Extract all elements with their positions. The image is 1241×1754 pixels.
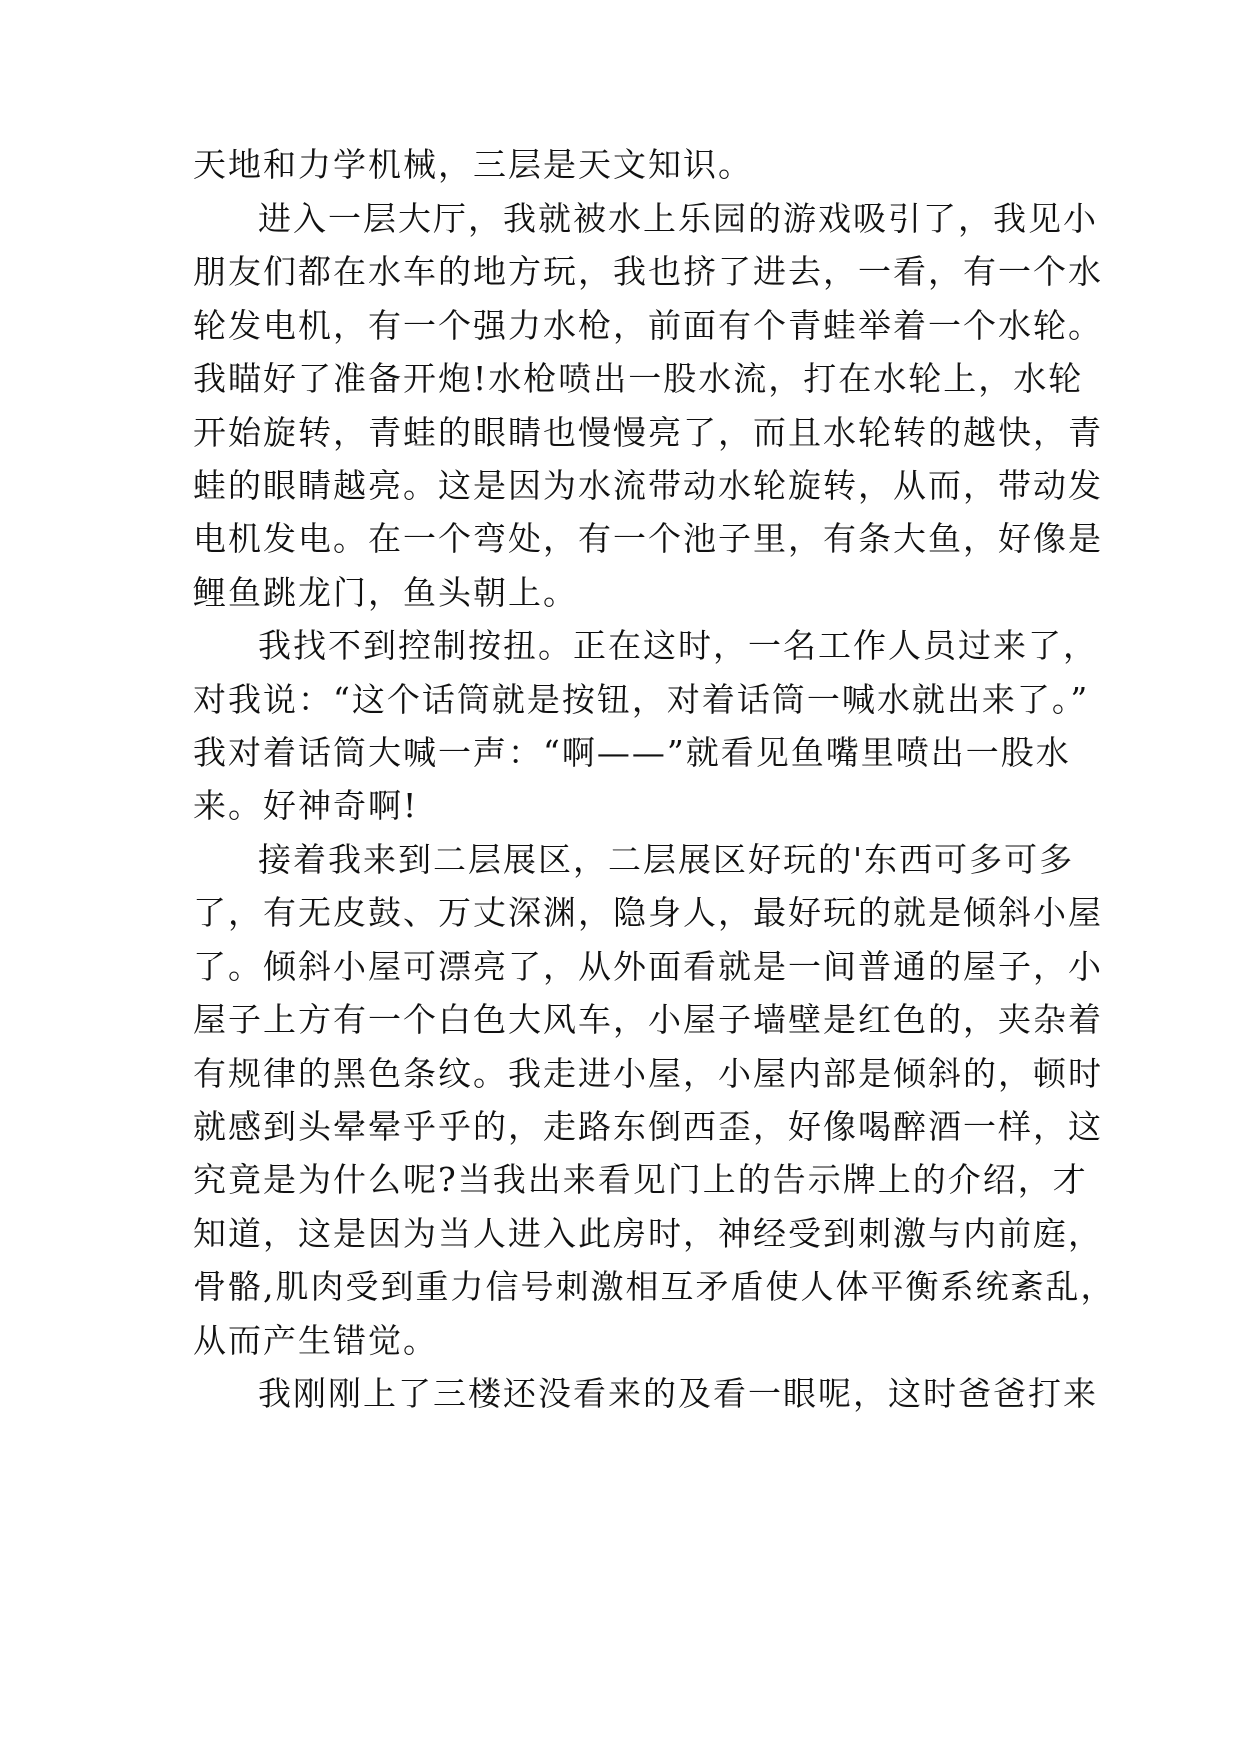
text-line: 对我说：“这个话筒就是按钮，对着话筒一喊水就出来了。”: [193, 680, 1090, 719]
text-line: 屋子上方有一个白色大风车，小屋子墙壁是红色的，夹杂着: [193, 1000, 1103, 1039]
text-line: 轮发电机，有一个强力水枪，前面有个青蛙举着一个水轮。: [193, 306, 1103, 345]
text-line: 朋友们都在水车的地方玩，我也挤了进去，一看，有一个水: [193, 252, 1103, 291]
text-line: 从而产生错觉。: [193, 1321, 438, 1360]
text-line: 开始旋转，青蛙的眼睛也慢慢亮了，而且水轮转的越快，青: [193, 413, 1103, 452]
text-line: 来。好神奇啊!: [193, 786, 419, 825]
text-line: 进入一层大厅，我就被水上乐园的游戏吸引了，我见小: [258, 199, 1098, 238]
text-line: 电机发电。在一个弯处，有一个池子里，有条大鱼，好像是: [193, 519, 1103, 558]
text-line: 接着我来到二层展区，二层展区好玩的'东西可多可多: [258, 840, 1075, 879]
text-line: 我瞄好了准备开炮!水枪喷出一股水流，打在水轮上，水轮: [193, 359, 1084, 398]
text-line: 了，有无皮鼓、万丈深渊，隐身人，最好玩的就是倾斜小屋: [193, 893, 1103, 932]
text-line: 鲤鱼跳龙门，鱼头朝上。: [193, 573, 578, 612]
text-line: 骨骼,肌肉受到重力信号刺激相互矛盾使人体平衡系统紊乱，: [193, 1267, 1116, 1306]
text-line: 天地和力学机械，三层是天文知识。: [193, 145, 753, 184]
text-line: 就感到头晕晕乎乎的，走路东倒西歪，好像喝醉酒一样，这: [193, 1107, 1103, 1146]
text-line: 究竟是为什么呢?当我出来看见门上的告示牌上的介绍，才: [193, 1160, 1088, 1199]
text-line: 了。倾斜小屋可漂亮了，从外面看就是一间普通的屋子，小: [193, 947, 1103, 986]
text-line: 知道，这是因为当人进入此房时，神经受到刺激与内前庭，: [193, 1214, 1103, 1253]
text-line: 我对着话筒大喊一声：“啊——”就看见鱼嘴里喷出一股水: [193, 733, 1071, 772]
text-line: 蛙的眼睛越亮。这是因为水流带动水轮旋转，从而，带动发: [193, 466, 1103, 505]
text-line: 有规律的黑色条纹。我走进小屋，小屋内部是倾斜的，顿时: [193, 1054, 1103, 1093]
text-line: 我找不到控制按扭。正在这时，一名工作人员过来了，: [258, 626, 1098, 665]
text-line: 我刚刚上了三楼还没看来的及看一眼呢，这时爸爸打来: [258, 1374, 1098, 1413]
